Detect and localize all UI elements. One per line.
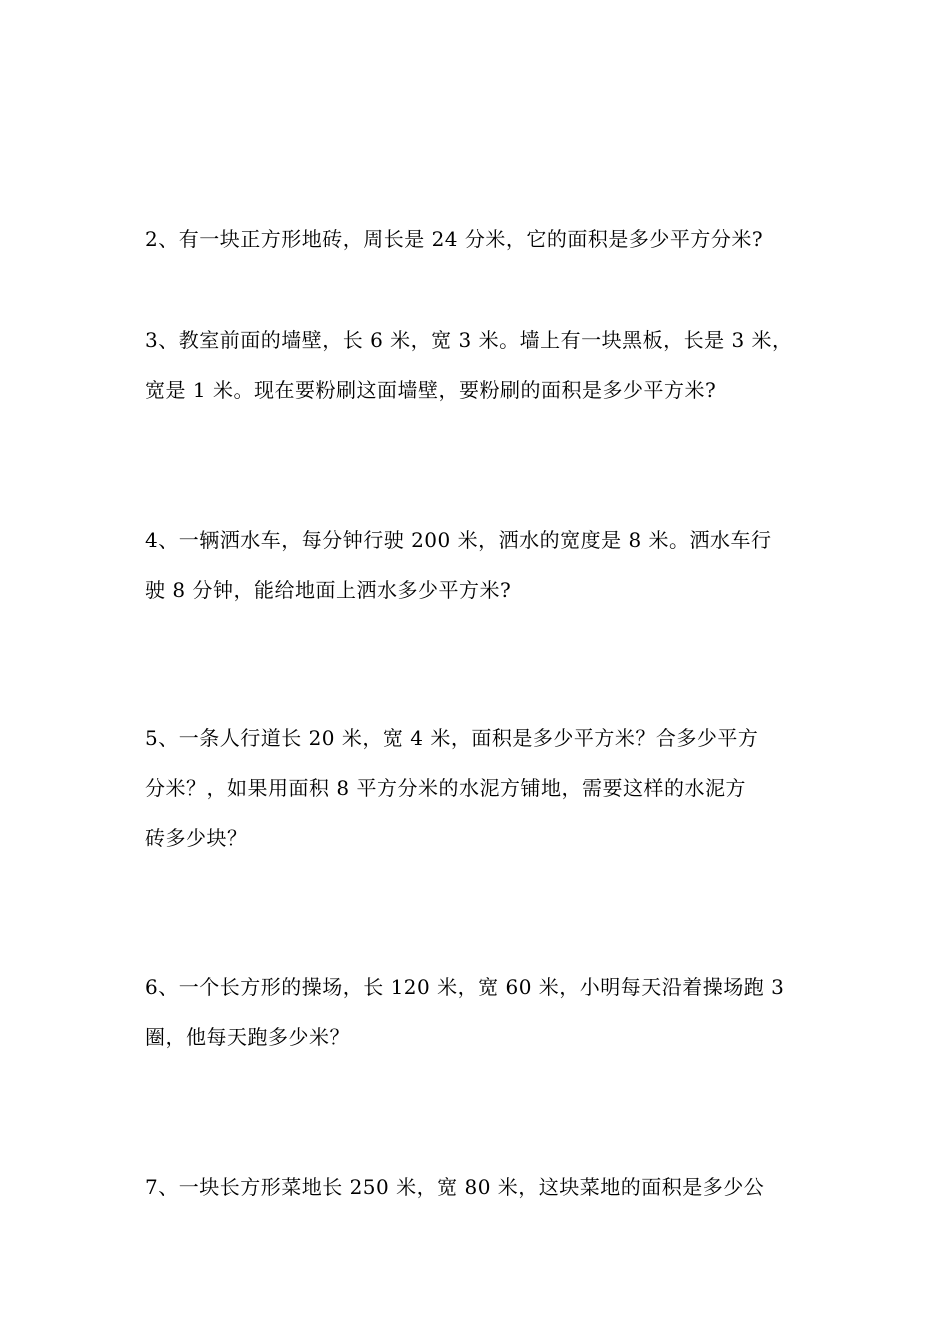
- problem-3: [145, 315, 820, 415]
- problem-2: [145, 214, 820, 264]
- problem-5-line-1: 5、一条人行道长 20 米，宽 4 米，面积是多少平方米？合多少平方: [145, 726, 759, 750]
- problem-2-line-1: 2、有一块正方形地砖，周长是 24 分米，它的面积是多少平方分米?: [145, 227, 764, 251]
- problem-7-line-1: 7、一块长方形菜地长 250 米，宽 80 米，这块菜地的面积是多少公: [145, 1175, 765, 1199]
- problem-4-line-2: 驶 8 分钟，能给地面上洒水多少平方米?: [145, 578, 512, 602]
- problem-4: [145, 515, 820, 615]
- problem-6-line-2: 圈，他每天跑多少米？: [145, 1025, 350, 1049]
- problem-6: [145, 962, 820, 1062]
- problem-5-line-2: 分米？，如果用面积 8 平方分米的水泥方铺地，需要这样的水泥方: [145, 776, 746, 800]
- problem-5-line-3: 砖多少块？: [145, 826, 248, 850]
- problem-3-line-1: 3、教室前面的墙壁，长 6 米，宽 3 米。墙上有一块黑板，长是 3 米，: [145, 328, 793, 352]
- problem-5: [145, 713, 820, 863]
- problem-7: [145, 1162, 820, 1212]
- problem-4-line-1: 4、一辆洒水车，每分钟行驶 200 米，洒水的宽度是 8 米。洒水车行: [145, 528, 772, 552]
- problem-3-line-2: 宽是 1 米。现在要粉刷这面墙壁，要粉刷的面积是多少平方米?: [145, 378, 717, 402]
- problem-6-line-1: 6、一个长方形的操场，长 120 米，宽 60 米，小明每天沿着操场跑 3: [145, 975, 785, 999]
